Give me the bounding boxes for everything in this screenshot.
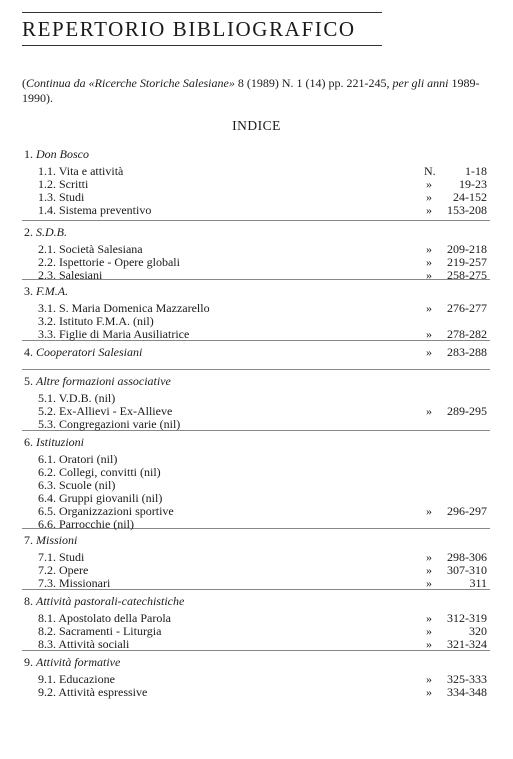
entry-title: Attività espressive — [58, 685, 148, 699]
entry-number: 5.1. — [38, 391, 56, 405]
title-rule — [22, 45, 382, 46]
entry-title: Vita e attività — [58, 164, 124, 178]
entry-number: 2.1. — [38, 242, 56, 256]
entry-title: S. Maria Domenica Mazzarello — [59, 301, 210, 315]
entry-title: V.D.B. (nil) — [58, 391, 116, 405]
entry-title: Scritti — [59, 177, 89, 191]
entry-number: 8.1. — [38, 611, 56, 625]
index-section — [0, 284, 513, 341]
entry-number: 1.4. — [38, 203, 56, 217]
intro-paragraph — [22, 76, 492, 106]
page-range: 307-310 — [447, 563, 487, 577]
ditto-mark: » — [426, 637, 432, 651]
ditto-mark: » — [426, 672, 432, 686]
entry-title: Parrocchie (nil) — [59, 517, 134, 531]
entry-number: 7.2. — [38, 563, 56, 577]
entry-number: 9.1. — [38, 672, 56, 686]
page-range: 24-152 — [453, 190, 487, 204]
page-range: 298-306 — [447, 550, 487, 564]
entry-label — [38, 686, 147, 699]
entry-label — [38, 577, 110, 590]
entry-title: Scuole (nil) — [59, 478, 116, 492]
entry-title: Organizzazioni sportive — [59, 504, 174, 518]
entry-title: Missionari — [59, 576, 111, 590]
ditto-mark: » — [426, 685, 432, 699]
intro-per-gli-anni: per gli anni — [392, 76, 449, 90]
intro-end: 1989-1990). — [22, 76, 480, 105]
entry-title: Educazione — [59, 672, 115, 686]
index-entry — [0, 686, 513, 699]
section-heading — [24, 436, 513, 449]
page-range: 334-348 — [447, 685, 487, 699]
section-title: Istituzioni — [36, 435, 85, 449]
intro-open: ( — [22, 76, 26, 90]
entry-title: Congregazioni varie (nil) — [59, 417, 181, 431]
section-title: Attività formative — [36, 655, 121, 669]
index-section — [0, 435, 513, 531]
entry-title: Istituto F.M.A. (nil) — [59, 314, 154, 328]
entry-title: Apostolato della Parola — [58, 611, 171, 625]
section-divider — [22, 220, 490, 221]
page-range: 296-297 — [447, 504, 487, 518]
ditto-mark: » — [426, 404, 432, 418]
index-section — [0, 655, 513, 699]
entry-title: Studi — [59, 550, 85, 564]
entry-number: 1.2. — [38, 177, 56, 191]
ditto-mark: » — [426, 177, 432, 191]
index-section — [0, 346, 513, 363]
entry-number: 5.3. — [38, 417, 56, 431]
index-entry — [0, 269, 513, 282]
section-title: Altre formazioni associative — [36, 374, 171, 388]
section-heading — [24, 148, 513, 161]
section-number: 5. — [24, 374, 33, 388]
section-title: Missioni — [36, 533, 78, 547]
page-range: 289-295 — [447, 404, 487, 418]
entry-number: 6.5. — [38, 504, 56, 518]
section-number: 6. — [24, 435, 33, 449]
entry-title: Società Salesiana — [59, 242, 143, 256]
entry-number: 9.2. — [38, 685, 56, 699]
ditto-mark: » — [426, 255, 432, 269]
ditto-mark: » — [426, 504, 432, 518]
section-number: 1. — [24, 147, 33, 161]
entry-number: 6.6. — [38, 517, 56, 531]
section-heading — [24, 534, 513, 547]
section-heading — [24, 226, 513, 239]
section-number: 4. — [24, 345, 33, 359]
index-section — [0, 147, 513, 217]
page-range: 321-324 — [447, 637, 487, 651]
entry-number: 5.2. — [38, 404, 56, 418]
entry-number: 7.3. — [38, 576, 56, 590]
entry-title: Sistema preventivo — [59, 203, 152, 217]
page-range: 1-18 — [465, 164, 487, 178]
section-title: S.D.B. — [36, 225, 67, 239]
section-number: 9. — [24, 655, 33, 669]
entry-title: Gruppi giovanili (nil) — [59, 491, 163, 505]
ditto-mark: » — [426, 301, 432, 315]
page-range: 19-23 — [459, 177, 487, 191]
entry-number: 6.2. — [38, 465, 56, 479]
entry-title: Opere — [59, 563, 89, 577]
section-heading — [24, 656, 513, 669]
entry-title: Sacramenti - Liturgia — [59, 624, 162, 638]
index-section — [0, 225, 513, 282]
page-range: 312-319 — [447, 611, 487, 625]
ditto-mark: N. — [424, 164, 436, 178]
ditto-mark: » — [426, 268, 432, 282]
section-number: 3. — [24, 284, 33, 298]
ditto-mark: » — [426, 345, 432, 359]
index-entry — [0, 204, 513, 217]
section-title: Don Bosco — [36, 147, 89, 161]
entry-title: Attività sociali — [58, 637, 130, 651]
index-section — [0, 533, 513, 590]
entry-number: 3.3. — [38, 327, 56, 341]
entry-label — [38, 638, 129, 651]
page-range: 276-277 — [447, 301, 487, 315]
index-section — [0, 374, 513, 431]
section-number: 8. — [24, 594, 33, 608]
intro-continua: Continua da «Ricerche Storiche Salesiane» — [26, 76, 235, 90]
page-range: 311 — [469, 576, 487, 590]
entry-number: 2.3. — [38, 268, 56, 282]
index-heading: INDICE — [232, 118, 281, 133]
entry-number: 6.1. — [38, 452, 56, 466]
entry-title: Oratori (nil) — [59, 452, 118, 466]
page-range: 219-257 — [447, 255, 487, 269]
entry-title: Figlie di Maria Ausiliatrice — [59, 327, 190, 341]
section-number: 7. — [24, 533, 33, 547]
section-heading — [24, 595, 513, 608]
index-entry — [0, 328, 513, 341]
entry-title: Ispettorie - Opere globali — [59, 255, 180, 269]
ditto-mark: » — [426, 611, 432, 625]
ditto-mark: » — [426, 190, 432, 204]
entry-number: 1.1. — [38, 164, 56, 178]
ditto-mark: » — [426, 203, 432, 217]
entry-label — [38, 328, 189, 341]
index-entry — [0, 638, 513, 651]
entry-number: 7.1. — [38, 550, 56, 564]
entry-label — [38, 204, 151, 217]
ditto-mark: » — [426, 563, 432, 577]
index-entry — [0, 577, 513, 590]
entry-title: Ex-Allievi - Ex-Allieve — [59, 404, 173, 418]
entry-number: 6.4. — [38, 491, 56, 505]
page-range: 283-288 — [447, 345, 487, 359]
page-range: 209-218 — [447, 242, 487, 256]
entry-number: 2.2. — [38, 255, 56, 269]
index-section — [0, 594, 513, 651]
ditto-mark: » — [426, 624, 432, 638]
section-title: Attività pastorali-catechistiche — [36, 594, 185, 608]
entry-number: 3.2. — [38, 314, 56, 328]
section-divider — [22, 369, 490, 370]
intro-middle: 8 (1989) N. 1 (14) pp. 221-245, — [234, 76, 393, 90]
entry-title: Salesiani — [59, 268, 103, 282]
ditto-mark: » — [426, 550, 432, 564]
ditto-mark: » — [426, 327, 432, 341]
ditto-mark: » — [426, 242, 432, 256]
entry-number: 3.1. — [38, 301, 56, 315]
page-range: 153-208 — [447, 203, 487, 217]
page-range: 320 — [469, 624, 487, 638]
section-heading — [0, 346, 513, 359]
entry-number: 6.3. — [38, 478, 56, 492]
entry-label — [38, 518, 134, 531]
index-entry — [0, 518, 513, 531]
section-title: Cooperatori Salesiani — [36, 345, 143, 359]
section-number: 2. — [24, 225, 33, 239]
ditto-mark: » — [426, 576, 432, 590]
page-title: REPERTORIO BIBLIOGRAFICO — [22, 17, 356, 41]
top-rule — [22, 12, 382, 13]
section-heading — [24, 375, 513, 388]
page-range: 258-275 — [447, 268, 487, 282]
entry-number: 8.2. — [38, 624, 56, 638]
entry-label — [38, 269, 102, 282]
entry-title: Studi — [59, 190, 85, 204]
entry-number: 1.3. — [38, 190, 56, 204]
page-range: 325-333 — [447, 672, 487, 686]
entry-label — [38, 418, 180, 431]
entry-number: 8.3. — [38, 637, 56, 651]
section-title: F.M.A. — [36, 284, 69, 298]
page-range: 278-282 — [447, 327, 487, 341]
entry-title: Collegi, convitti (nil) — [59, 465, 161, 479]
index-entry — [0, 418, 513, 431]
index-list — [0, 147, 513, 699]
section-label — [24, 346, 142, 359]
section-heading — [24, 285, 513, 298]
